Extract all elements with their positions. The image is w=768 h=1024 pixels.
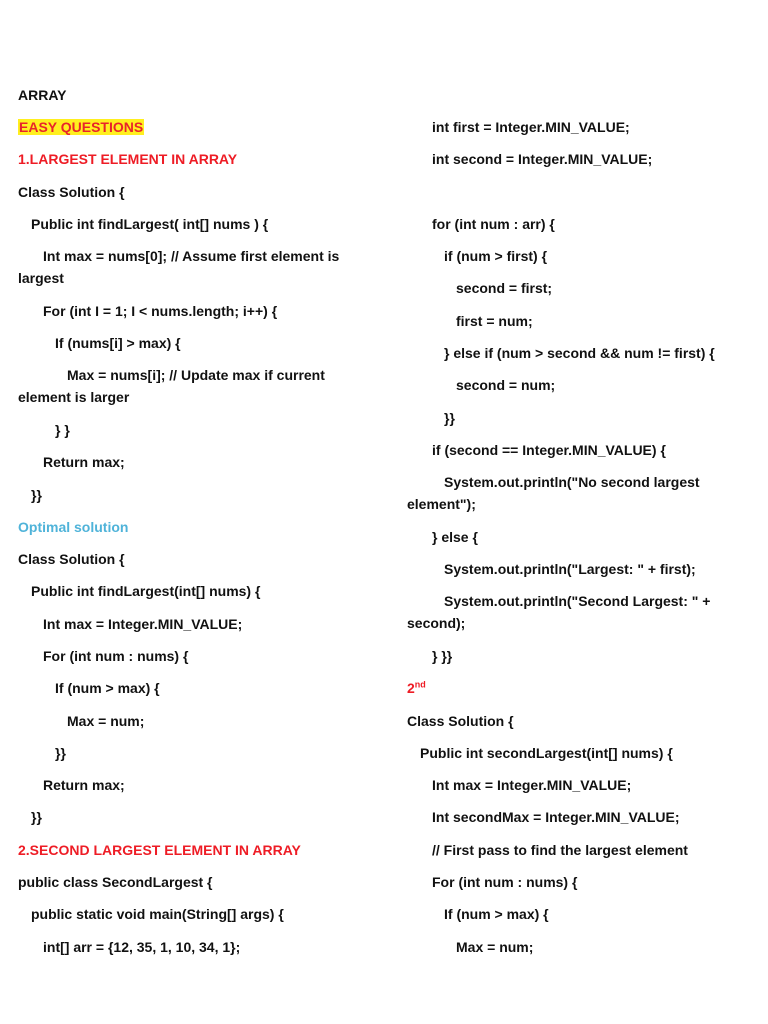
code-line: Max = num; <box>67 713 145 729</box>
code-line: if (second == Integer.MIN_VALUE) { <box>432 442 666 458</box>
code-line: Public int secondLargest(int[] nums) { <box>420 745 673 761</box>
code-line: System.out.println("No second largest element"); <box>407 474 700 512</box>
second-approach-heading: 2nd <box>407 679 426 696</box>
code-line: first = num; <box>456 313 533 329</box>
code-line: }} <box>55 745 66 761</box>
code-line: }} <box>444 410 455 426</box>
code-line: Public int findLargest( int[] nums ) { <box>31 216 269 232</box>
code-line: int[] arr = {12, 35, 1, 10, 34, 1}; <box>43 939 241 955</box>
code-line: public class SecondLargest { <box>18 874 213 890</box>
code-line: }} <box>31 487 42 503</box>
code-line: Max = nums[i]; // Update max if current element is larger <box>18 367 325 405</box>
code-line: }} <box>31 809 42 825</box>
code-line: } else { <box>432 529 478 545</box>
code-line: Max = num; <box>456 939 534 955</box>
code-line: } } <box>55 422 70 438</box>
section-heading-second-largest: 2.SECOND LARGEST ELEMENT IN ARRAY <box>18 842 301 858</box>
code-line: Int max = Integer.MIN_VALUE; <box>43 616 243 632</box>
code-line: Class Solution { <box>18 184 125 200</box>
code-line: For (int I = 1; I < nums.length; i++) { <box>43 303 278 319</box>
optimal-solution-heading: Optimal solution <box>18 519 129 535</box>
code-line: For (int num : nums) { <box>43 648 189 664</box>
code-line: System.out.println("Second Largest: " + second); <box>407 593 711 631</box>
code-line: Class Solution { <box>18 551 125 567</box>
code-line: Return max; <box>43 454 125 470</box>
code-line: int first = Integer.MIN_VALUE; <box>432 119 630 135</box>
code-line: if (num > first) { <box>444 248 548 264</box>
code-line: } }} <box>432 648 453 664</box>
code-line: Int secondMax = Integer.MIN_VALUE; <box>432 809 680 825</box>
code-comment-line: // First pass to find the largest element <box>432 842 688 858</box>
code-line: For (int num : nums) { <box>432 874 578 890</box>
code-line: Int max = Integer.MIN_VALUE; <box>432 777 632 793</box>
code-line: If (num > max) { <box>444 906 549 922</box>
code-line: System.out.println("Largest: " + first); <box>444 561 696 577</box>
code-line: Int max = nums[0]; // Assume first element is largest <box>18 248 340 286</box>
code-line: } else if (num > second && num != first) { <box>444 345 715 361</box>
code-line: Return max; <box>43 777 125 793</box>
code-line: second = first; <box>456 280 553 296</box>
code-line: for (int num : arr) { <box>432 216 555 232</box>
code-line: Class Solution { <box>407 713 514 729</box>
code-line: If (num > max) { <box>55 680 160 696</box>
section-heading-largest: 1.LARGEST ELEMENT IN ARRAY <box>18 151 238 167</box>
code-line: int second = Integer.MIN_VALUE; <box>432 151 653 167</box>
code-line: second = num; <box>456 377 556 393</box>
document-title: ARRAY <box>18 87 67 103</box>
code-line: Public int findLargest(int[] nums) { <box>31 583 261 599</box>
code-line: public static void main(String[] args) { <box>31 906 284 922</box>
easy-questions-heading: EASY QUESTIONS <box>19 119 144 135</box>
code-line: If (nums[i] > max) { <box>55 335 181 351</box>
